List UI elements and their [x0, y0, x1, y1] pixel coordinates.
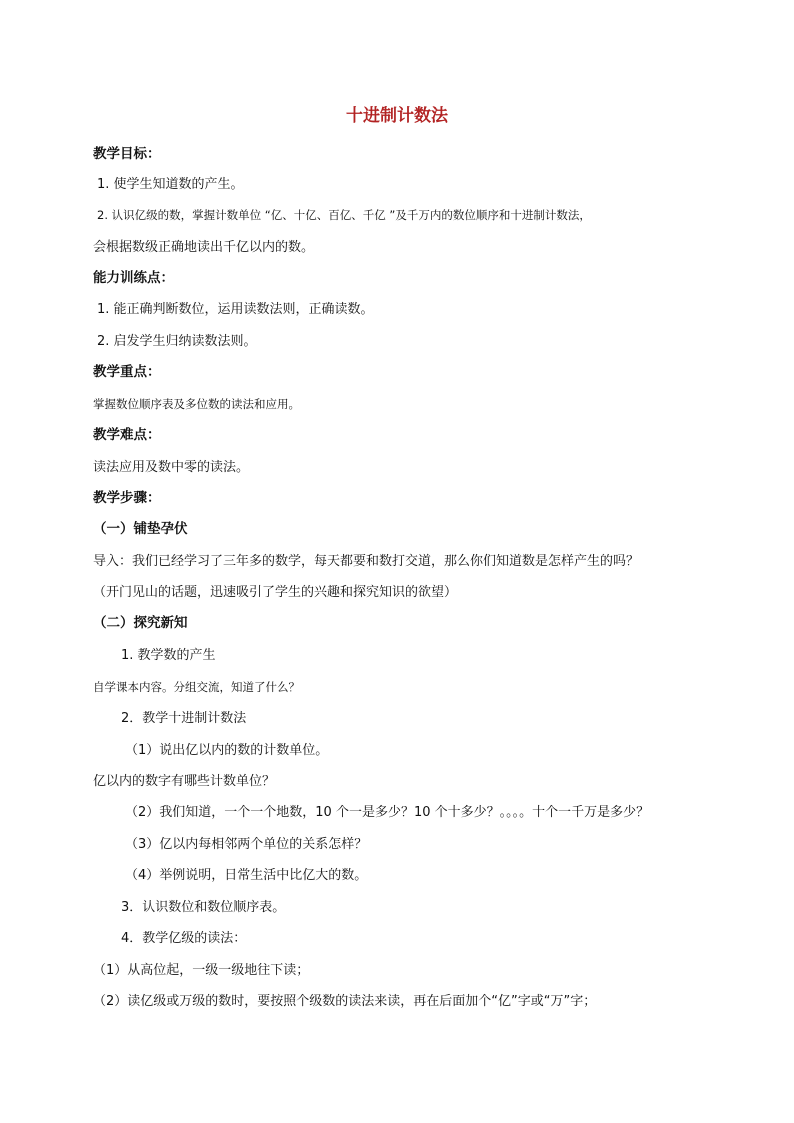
step-2-sub-2: （2）我们知道，一个一个地数，10 个一是多少？10 个十多少？。。。。十个一千万是多少？ [125, 805, 650, 820]
key-points-text: 掌握数位顺序表及多位数的读法和应用。 [93, 397, 300, 411]
heading-difficulties: 教学难点： [93, 427, 161, 443]
ability-item-2: 2. 启发学生归纳读数法则。 [97, 334, 257, 349]
section-2-title: （二）探究新知 [93, 615, 188, 631]
heading-key-points: 教学重点： [93, 364, 161, 380]
document-title: 十进制计数法 [346, 106, 448, 126]
heading-teaching-steps: 教学步骤： [93, 490, 161, 506]
step-4-sub-2: （2）读亿级或万级的数时，要按照个级数的读法来读，再在后面加个“亿”字或“万”字； [93, 994, 597, 1009]
step-2-sub-3: （3）亿以内每相邻两个单位的关系怎样？ [125, 837, 368, 852]
step-2-sub-4: （4）举例说明，日常生活中比亿大的数。 [125, 868, 368, 883]
step-4-sub-1: （1）从高位起，一级一级地往下读； [93, 963, 310, 978]
heading-ability-points: 能力训练点： [93, 270, 174, 286]
step-2-question: 亿以内的数字有哪些计数单位？ [93, 774, 276, 789]
goal-item-2-cont: 会根据数级正确地读出千亿以内的数。 [93, 240, 315, 255]
goal-item-1: 1. 使学生知道数的产生。 [97, 177, 244, 192]
step-4: 4．教学亿级的读法： [121, 931, 247, 946]
step-2-sub-1: （1）说出亿以内的数的计数单位。 [125, 743, 329, 758]
step-3: 3．认识数位和数位顺序表。 [121, 900, 286, 915]
step-1-text: 自学课本内容。分组交流，知道了什么？ [93, 680, 300, 694]
goal-item-2: 2. 认识亿级的数，掌握计数单位 “亿、十亿、百亿、千亿 ”及千万内的数位顺序和十进制计数法， [97, 208, 591, 222]
step-2: 2．教学十进制计数法 [121, 711, 247, 726]
section-1-title: （一）铺垫孕伏 [93, 521, 188, 537]
heading-teaching-goals: 教学目标： [93, 146, 161, 162]
ability-item-1: 1. 能正确判断数位，运用读数法则，正确读数。 [97, 302, 374, 317]
step-1: 1. 教学数的产生 [121, 648, 216, 663]
difficulties-text: 读法应用及数中零的读法。 [93, 460, 250, 475]
intro-text: 导入：我们已经学习了三年多的数学，每天都要和数打交道，那么你们知道数是怎样产生的吗？ [93, 554, 640, 569]
intro-note: （开门见山的话题，迅速吸引了学生的兴趣和探究知识的欲望） [93, 585, 458, 600]
